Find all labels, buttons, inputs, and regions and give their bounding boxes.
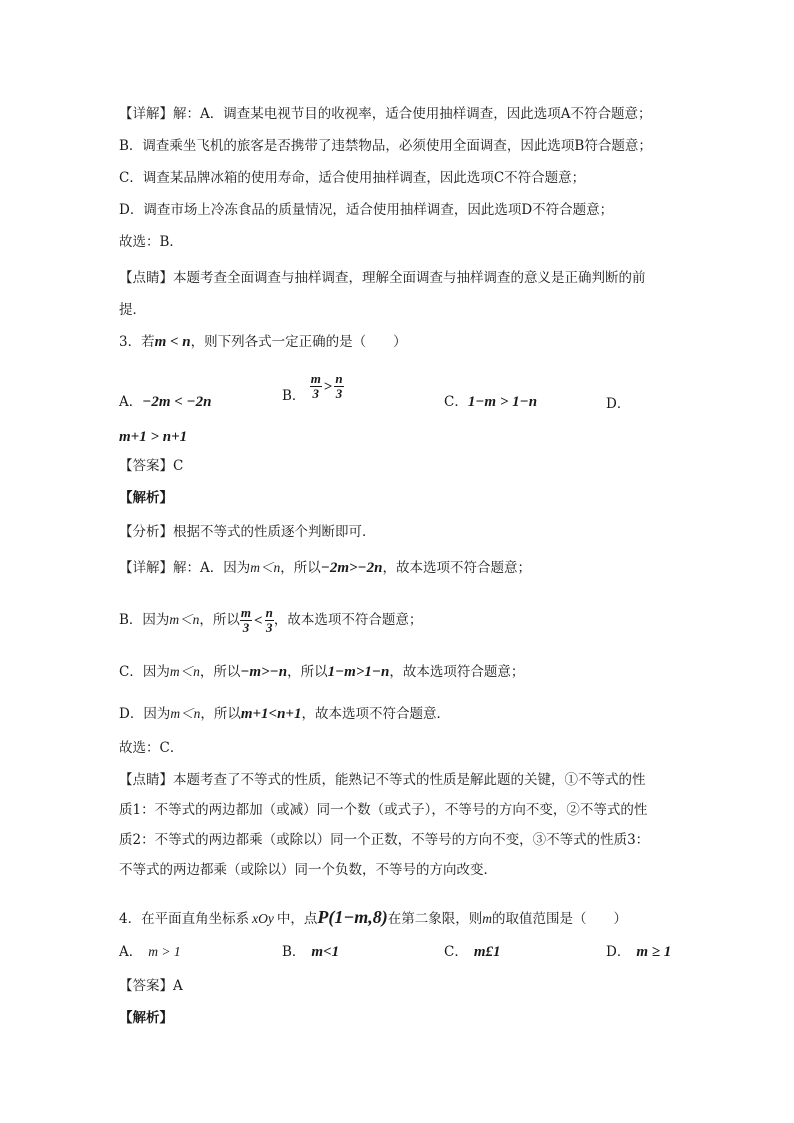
q3-detail-b xyxy=(119,604,422,637)
frac-numerator: m xyxy=(310,371,321,386)
q3-option-a-expr: −2m < −2n xyxy=(142,394,212,410)
q4-answer: 【答案】A xyxy=(119,978,183,994)
q3-condition: m < n xyxy=(154,334,191,350)
q3-option-b-frac2 xyxy=(334,372,343,401)
label: D． xyxy=(606,944,631,960)
q3-stem xyxy=(119,332,407,352)
text: ，所以 xyxy=(199,664,241,680)
label: C． xyxy=(444,944,468,960)
q3-detail-d xyxy=(119,704,450,724)
frac-denominator: 3 xyxy=(335,386,343,401)
text: ，所以 xyxy=(287,664,328,680)
condition: m＜n xyxy=(169,664,200,679)
text: 中，点 xyxy=(276,911,318,927)
q4-analysis-heading: 【解析】 xyxy=(119,1010,173,1026)
text: ，故本选项符合题意； xyxy=(389,664,525,680)
text: 在第二象限，则 xyxy=(387,911,483,927)
q3-conclusion: 故选：C． xyxy=(119,740,184,756)
q2-comment-line2: 提． xyxy=(119,302,146,318)
text: ，故本选项不符合题意． xyxy=(301,706,450,722)
condition: m＜n xyxy=(250,560,281,575)
expr: m ≥ 1 xyxy=(636,944,672,960)
text: ，故本选项不符合题意； xyxy=(273,612,423,628)
frac-numerator: n xyxy=(335,371,343,386)
q2-detail-c: C．调查某品牌冰箱的使用寿命，适合使用抽样调查，因此选项C不符合题意； xyxy=(119,170,586,186)
text: ，所以 xyxy=(280,560,321,576)
q3-option-c xyxy=(444,392,537,412)
frac-numerator: m xyxy=(240,605,252,620)
q3-option-a-label: A． xyxy=(119,394,143,410)
frac xyxy=(265,606,274,635)
text: 【详解】解：A．因为 xyxy=(119,560,251,576)
frac-denominator: 3 xyxy=(312,386,320,401)
text: ，故本选项不符合题意； xyxy=(382,560,531,576)
text: D．因为 xyxy=(119,706,171,722)
frac-denominator: 3 xyxy=(242,620,250,635)
point: P(1−m,8) xyxy=(317,907,388,927)
q2-detail-b: B．调查乘坐飞机的旅客是否携带了违禁物品，必须使用全面调查，因此选项B符合题意； xyxy=(119,138,652,154)
label: B． xyxy=(282,944,306,960)
q3-option-a xyxy=(119,392,212,412)
expr: −m>−n xyxy=(240,664,288,680)
text: ，所以 xyxy=(200,706,241,722)
text: ，所以 xyxy=(199,612,240,628)
q4-option-d xyxy=(606,942,671,962)
text: C．因为 xyxy=(119,664,170,680)
q3-stem-suffix: ，则下列各式一定正确的是（ ） xyxy=(190,334,407,350)
label: A． xyxy=(119,944,143,960)
q4-option-b xyxy=(282,942,339,962)
q3-option-b-label: B． xyxy=(282,388,306,404)
q3-analysis: 【分析】根据不等式的性质逐个判断即可． xyxy=(119,524,376,540)
q3-option-b-frac1 xyxy=(310,372,322,401)
condition: m＜n xyxy=(169,612,200,627)
text: 的取值范围是（ ） xyxy=(491,911,627,927)
expr: m£1 xyxy=(473,944,501,960)
q2-conclusion: 故选：B． xyxy=(119,234,183,250)
coordinate-system: xOy xyxy=(252,911,274,926)
q3-comment-line1: 【点睛】本题考查了不等式的性质，能熟记不等式的性质是解此题的关键，①不等式的性 xyxy=(119,772,646,788)
q3-option-b xyxy=(282,371,344,404)
expr: m<1 xyxy=(311,944,340,960)
q3-comment-line2: 质1：不等式的两边都加（或减）同一个数（或式子），不等号的方向不变，②不等式的性 xyxy=(119,802,648,818)
q3-detail-a xyxy=(119,558,531,578)
q4-option-a xyxy=(119,942,181,962)
q3-stem-prefix: 3．若 xyxy=(119,334,155,350)
q2-comment-line1: 【点睛】本题考查全面调查与抽样调查，理解全面调查与抽样调查的意义是正确判断的前 xyxy=(119,270,646,286)
q3-option-d-label: D． xyxy=(606,396,631,412)
q3-option-d-math: m+1 > n+1 xyxy=(119,429,188,445)
relation: < xyxy=(254,612,263,629)
condition: m＜n xyxy=(170,706,201,721)
q2-detail-a: 【详解】解：A．调查某电视节目的收视率，适合使用抽样调查，因此选项A不符合题意； xyxy=(119,106,652,122)
expr: 1−m>1−n xyxy=(327,664,390,680)
frac-denominator: 3 xyxy=(265,620,273,635)
q4-option-c xyxy=(444,942,501,962)
q3-comment-line3: 质2：不等式的两边都乘（或除以）同一个正数，不等号的方向不变，③不等式的性质3： xyxy=(119,832,650,848)
frac xyxy=(240,606,252,635)
frac-numerator: n xyxy=(265,605,273,620)
expr: −2m>−2n xyxy=(320,560,383,576)
expr: m > 1 xyxy=(148,944,181,959)
q3-comment-line4: 不等式的两边都乘（或除以）同一个负数，不等号的方向改变． xyxy=(119,862,497,878)
variable: m xyxy=(482,911,492,926)
q3-analysis-heading: 【解析】 xyxy=(119,490,173,506)
q4-stem xyxy=(119,904,627,932)
q3-answer: 【答案】C xyxy=(119,458,184,474)
q3-option-b-relation: > xyxy=(323,378,333,395)
text: 4．在平面直角坐标系 xyxy=(119,911,250,927)
q3-option-d-expr xyxy=(119,427,187,447)
expr: m+1<n+1 xyxy=(240,706,302,722)
text: B．因为 xyxy=(119,612,170,628)
q3-detail-c xyxy=(119,662,524,682)
q3-option-c-expr: 1−m > 1−n xyxy=(467,394,538,410)
q3-option-c-label: C． xyxy=(444,394,468,410)
q2-detail-d: D．调查市场上冷冻食品的质量情况，适合使用抽样调查，因此选项D不符合题意； xyxy=(119,202,614,218)
